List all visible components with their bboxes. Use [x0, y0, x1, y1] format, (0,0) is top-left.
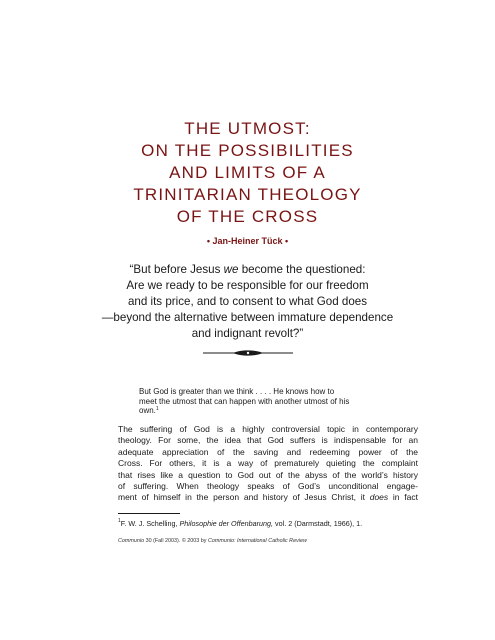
running-footer [118, 538, 418, 544]
section-divider-ornament [203, 349, 293, 357]
epigraph-line: —beyond the alternative between immature dependence [101, 311, 394, 324]
footnote-marker: 1 [118, 518, 121, 524]
epigraph-text: “But before Jesus [129, 263, 224, 276]
body-line: of suffering. When theology speaks of God’s unconditional engage- [118, 481, 418, 492]
body-emphasis: does [369, 492, 389, 503]
title-line: ON THE POSSIBILITIES [141, 141, 354, 160]
body-line: theology. For some, the idea that God suffers is indispensable for an [118, 435, 418, 446]
article-title [0, 118, 495, 228]
epigraph-line: Are we ready to be responsible for our freedom [126, 279, 369, 292]
body-line: that rises like a question to God out of the abyss of the world’s history [118, 469, 418, 480]
title-line: TRINITARIAN THEOLOGY [133, 185, 362, 204]
body-paragraph [118, 424, 418, 504]
footnote-text: F. W. J. Schelling, [120, 519, 180, 528]
epigraph-line: and its price, and to consent to what God does [127, 295, 368, 308]
journal-name: Communio [118, 538, 145, 544]
body-line [118, 492, 418, 503]
footnote [118, 519, 418, 528]
running-footer-text: 30 (Fall 2003). © 2003 by [144, 538, 208, 544]
body-line: Cross. For others, it is a way of prematurely quieting the complaint [118, 458, 418, 469]
quote-line: But God is greater than we think . . . . He knows how to [139, 387, 335, 396]
author-byline: • Jan-Heiner Tück • [206, 236, 289, 246]
title-line: THE UTMOST: [184, 119, 311, 138]
quote-line [139, 406, 409, 416]
body-line: adequate appreciation of the saving and redeeming power of the [118, 446, 418, 457]
epigraph-text: become the questioned: [238, 263, 366, 276]
epigraph-line: and indignant revolt?” [191, 327, 304, 340]
epigraph [0, 262, 495, 342]
quote-line: meet the utmost that can happen with another utmost of his [139, 396, 350, 406]
footnote-reference[interactable]: 1 [155, 406, 159, 413]
quote-text: own. [139, 406, 156, 416]
epigraph-emphasis: we [223, 263, 239, 276]
footnote-rule [118, 513, 180, 514]
footnote-title: Philosophie der Offenbarung, [179, 519, 274, 528]
body-line: The suffering of God is a highly controversial topic in contemporary [118, 424, 418, 434]
title-line: OF THE CROSS [176, 207, 319, 226]
epigraph-line [0, 262, 495, 278]
title-line: AND LIMITS OF A [169, 163, 326, 182]
body-text: ment of himself in the person and history of Jesus Christ, it [118, 492, 370, 503]
journal-full-name: Communio: International Catholic Review [207, 538, 307, 544]
footnote-text: vol. 2 (Darmstadt, 1966), 1. [273, 519, 363, 528]
opening-quotation [139, 387, 409, 416]
body-text: in fact [388, 492, 418, 503]
